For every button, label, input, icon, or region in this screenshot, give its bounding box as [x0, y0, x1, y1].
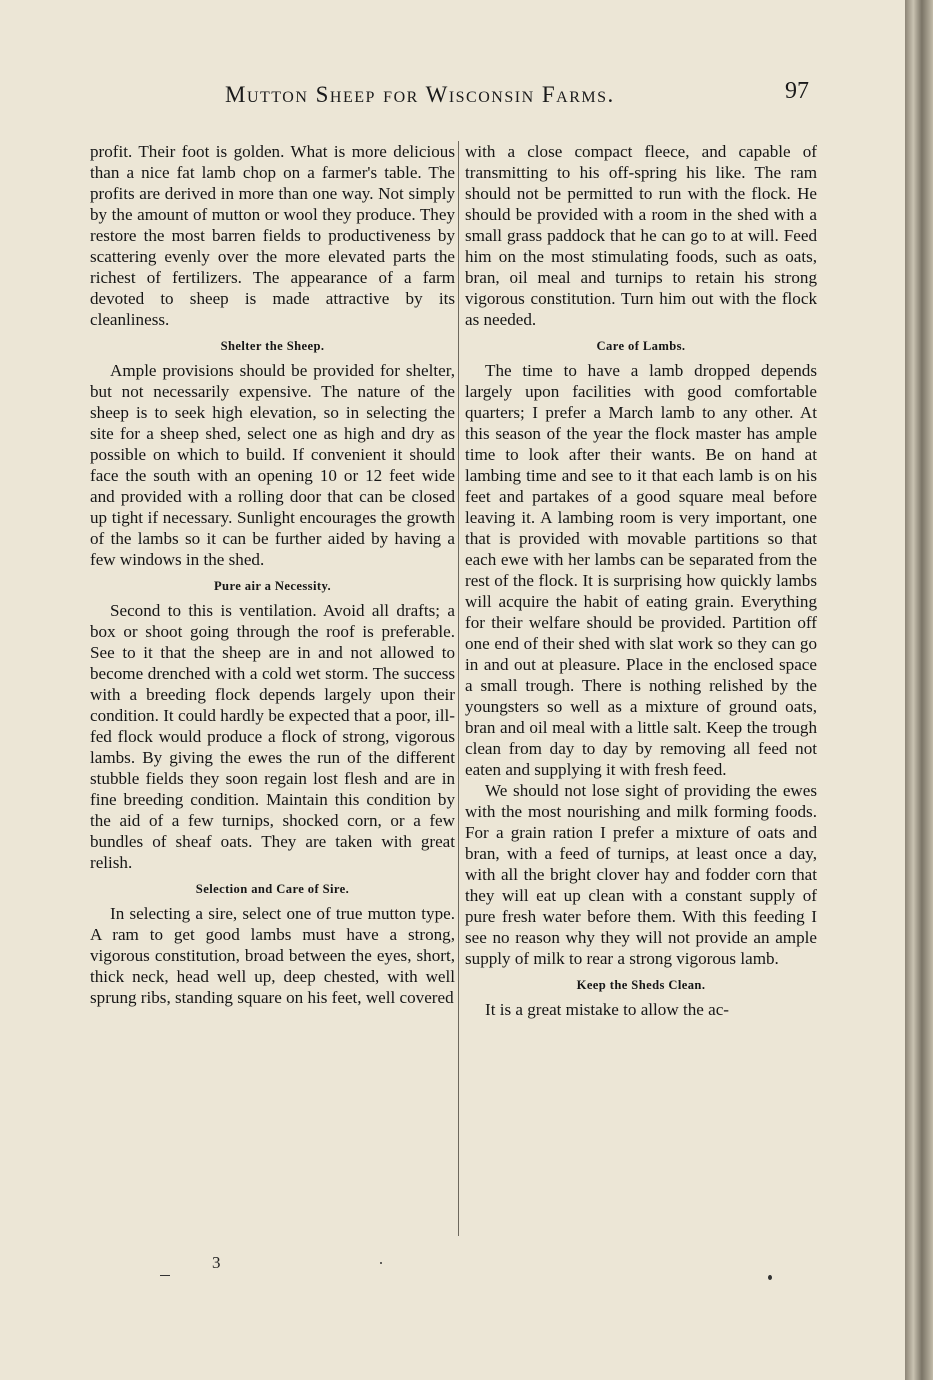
- signature-mark: 3: [212, 1253, 221, 1272]
- left-column: [90, 141, 455, 1008]
- right-paragraph-2: The time to have a lamb dropped depends largely upon facilities with good comfortable quarters; I prefer a March lamb to any other. At this season of the year the flock master has ample time to look after their wants. Be on hand at lambing time and see to it that each lamb is on his feet and partakes of a good square meal before leaving it. A lambing room is very important, one that is provided with movable partitions so that each ewe with her lambs can be separated from the rest of the flock. It is surprising how quickly lambs will acquire the habit of eating grain. Everything for their welfare should be provided. Partition off one end of their shed with slat work so they can go in and out at pleasure. Place in the enclosed space a small trough. There is nothing relished by the youngsters so well as a mixture of ground oats, bran and oil meal with a little salt. Keep the trough clean from day to day by removing all feed not eaten and supplying it with fresh feed.: [465, 361, 817, 779]
- running-title: Mutton Sheep for Wisconsin Farms.: [225, 82, 615, 107]
- print-speck: [160, 1275, 170, 1276]
- heading-shelter-the-sheep: Shelter the Sheep.: [220, 339, 325, 353]
- left-paragraph-4: In selecting a sire, select one of true mutton type. A ram to get good lambs must have a strong, vigorous constitution, broad between the eyes, short, thick neck, head well up, deep chested, with well sprung ribs, standing square on his feet, well covered: [90, 904, 455, 1007]
- heading-care-of-lambs: Care of Lambs.: [596, 339, 686, 353]
- left-paragraph-3: Second to this is ventilation. Avoid all drafts; a box or shoot going through the roof is preferable. See to it that the sheep are in and not allowed to become drenched with a cold wet storm. The success with a breeding flock depends largely upon their condition. It could hardly be expected that a poor, ill-fed flock would produce a flock of strong, vigorous lambs. By giving the ewes the run of the different stubble fields they soon regain lost flesh and are in fine breeding condition. Maintain this condition by the aid of a few turnips, shocked corn, or a few bundles of sheaf oats. They are taken with great relish.: [90, 601, 455, 872]
- heading-selection-of-sire: Selection and Care of Sire.: [195, 882, 350, 896]
- column-divider: [458, 141, 459, 1236]
- page-edge: [905, 0, 933, 1380]
- right-column: [465, 141, 817, 1020]
- right-paragraph-3: We should not lose sight of providing the ewes with the most nourishing and milk forming foods. For a grain ration I prefer a mixture of oats and bran, with a feed of turnips, at least once a day, with all the bright clover hay and fodder corn that they will eat up clean with a constant supply of pure fresh water before them. With this feeding I see no reason why they will not provide an ample supply of milk to rear a strong vigorous lamb.: [465, 781, 817, 968]
- left-paragraph-1: profit. Their foot is golden. What is more delicious than a nice fat lamb chop on a farmer's table. The profits are derived in more than one way. Not simply by the amount of mutton or wool they produce. They restore the most barren fields to productiveness by scattering evenly over the more elevated parts the richest of fertilizers. The appearance of a farm devoted to sheep is made attractive by its cleanliness.: [90, 142, 455, 329]
- left-paragraph-2: Ample provisions should be provided for shelter, but not necessarily expensive. The nature of the sheep is to seek high elevation, so in selecting the site for a sheep shed, select one as high and dry as possible on which to build. If convenient it should face the south with an opening 10 or 12 feet wide and provided with a rolling door that can be closed up tight if necessary. Sunlight encourages the growth of the lambs so it can be further aided by having a few windows in the shed.: [90, 361, 455, 569]
- heading-keep-sheds-clean: Keep the Sheds Clean.: [576, 978, 706, 992]
- right-paragraph-1: with a close compact fleece, and capable of transmitting to his off-spring his like. The ram should not be permitted to run with the flock. He should be provided with a room in the shed with a small grass paddock that he can go to at will. Feed him on the most stimulating foods, such as oats, bran, oil meal and turnips to retain his strong vigorous constitution. Turn him out with the flock as needed.: [465, 142, 817, 329]
- right-paragraph-4: It is a great mistake to allow the ac-: [485, 1000, 729, 1019]
- print-speck: [380, 1262, 382, 1264]
- heading-pure-air: Pure air a Necessity.: [213, 579, 332, 593]
- page-number: 97: [785, 78, 809, 104]
- print-speck: [768, 1275, 772, 1280]
